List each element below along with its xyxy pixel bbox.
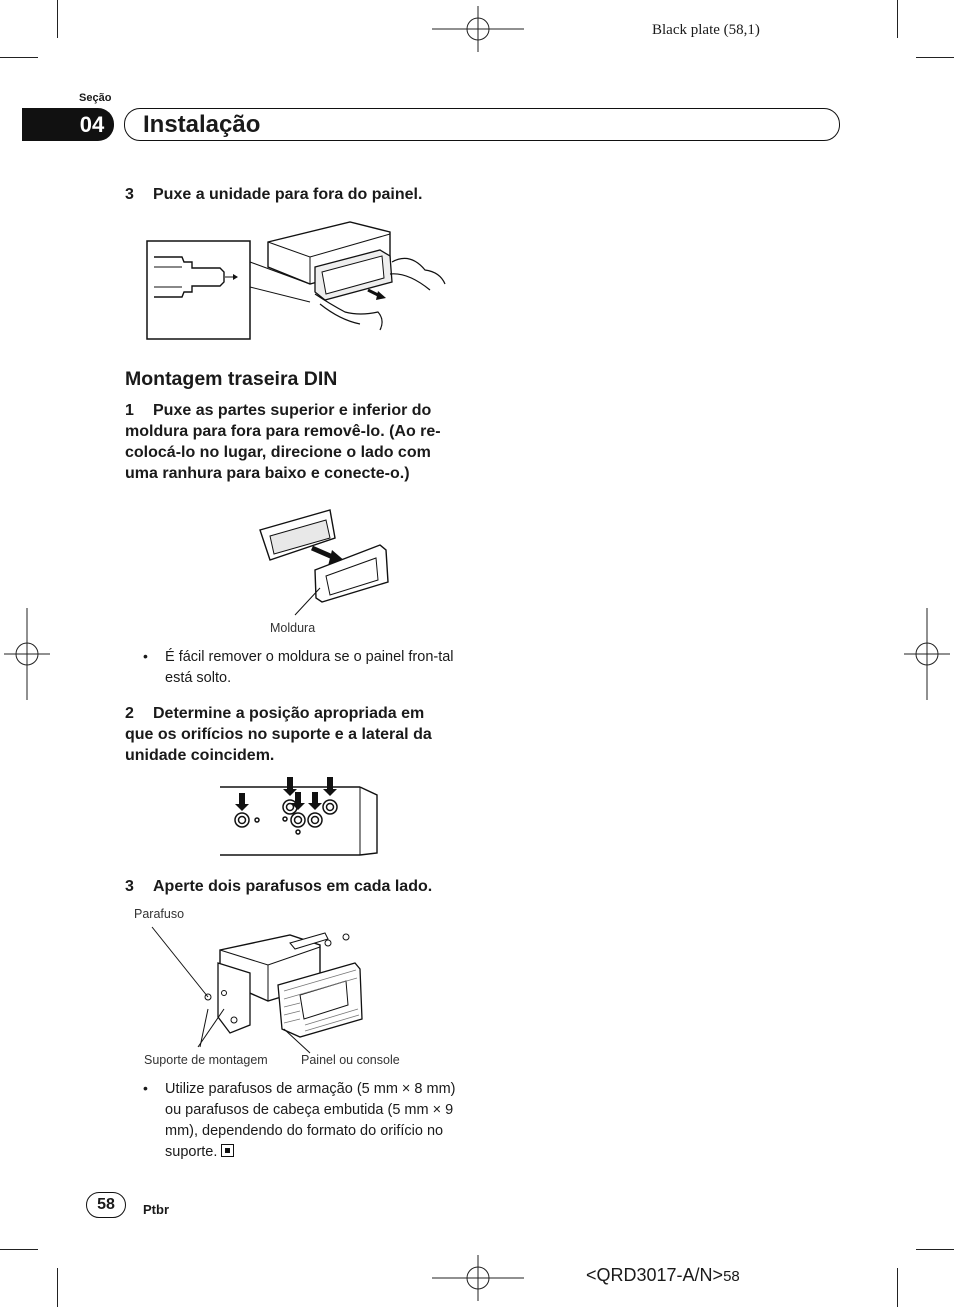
plate-label: Black plate (58,1): [652, 22, 760, 38]
language-label: Ptbr: [143, 1202, 169, 1217]
moldura-caption: Moldura: [270, 621, 316, 635]
step-pull-out: [125, 184, 465, 205]
crop-mark: [57, 0, 58, 38]
suporte-caption: Suporte de montagem: [144, 1053, 268, 1067]
bullet-text-content: Utilize parafusos de armação (5 mm × 8 mm) ou parafusos de cabeça embutida (5 mm × 9 mm), dependendo do formato do orifício no suporte.: [165, 1081, 456, 1160]
step-2: [125, 703, 455, 766]
step-1: [125, 400, 465, 484]
registration-mark-icon: [432, 6, 524, 52]
registration-mark-icon: [4, 608, 50, 700]
frame-removal-illustration: [250, 500, 395, 620]
step-3: [125, 876, 465, 897]
document-code: [586, 1265, 740, 1286]
step-number: 3: [125, 186, 134, 203]
crop-mark: [57, 1268, 58, 1307]
step-text: Aperte dois parafusos em cada lado.: [153, 878, 433, 895]
crop-mark: [897, 0, 898, 38]
crop-mark: [0, 57, 38, 58]
section-heading: Montagem traseira DIN: [125, 368, 338, 390]
crop-mark: [897, 1268, 898, 1307]
mounting-screws-illustration: [150, 925, 370, 1055]
document-code-text: <QRD3017-A/N>: [586, 1265, 724, 1285]
step-text: Puxe a unidade para fora do painel.: [153, 186, 423, 203]
step-number: 1: [125, 402, 134, 419]
page-title: Instalação: [124, 108, 840, 141]
step-number: 2: [125, 705, 134, 722]
bracket-holes-illustration: [215, 775, 385, 860]
crop-mark: [0, 1249, 38, 1250]
bullet-text: É fácil remover o moldura se o painel fron-tal está solto.: [165, 649, 454, 686]
step-number: 3: [125, 878, 134, 895]
pull-out-illustration: [140, 212, 460, 342]
end-mark-icon: [221, 1144, 234, 1157]
registration-mark-icon: [904, 608, 950, 700]
step-text: Determine a posição apropriada em que os orifícios no suporte e a lateral da unidade coincidem.: [125, 705, 432, 764]
section-number: 04: [22, 108, 114, 141]
section-label: Seção: [79, 92, 112, 104]
painel-caption: Painel ou console: [301, 1053, 400, 1067]
page-number: 58: [86, 1192, 126, 1218]
registration-mark-icon: [432, 1255, 524, 1301]
bullet-icon: •: [143, 648, 148, 664]
step-text: Puxe as partes superior e inferior do moldura para fora para removê-lo. (Ao re-colocá-lo no lugar, direcione o lado com uma ranhura para baixo e conecte-o.): [125, 402, 441, 482]
document-code-page: 58: [723, 1268, 740, 1285]
bullet-text: [165, 1079, 460, 1163]
crop-mark: [916, 1249, 954, 1250]
crop-mark: [916, 57, 954, 58]
parafuso-caption: Parafuso: [134, 907, 185, 921]
bullet-icon: •: [143, 1080, 148, 1096]
